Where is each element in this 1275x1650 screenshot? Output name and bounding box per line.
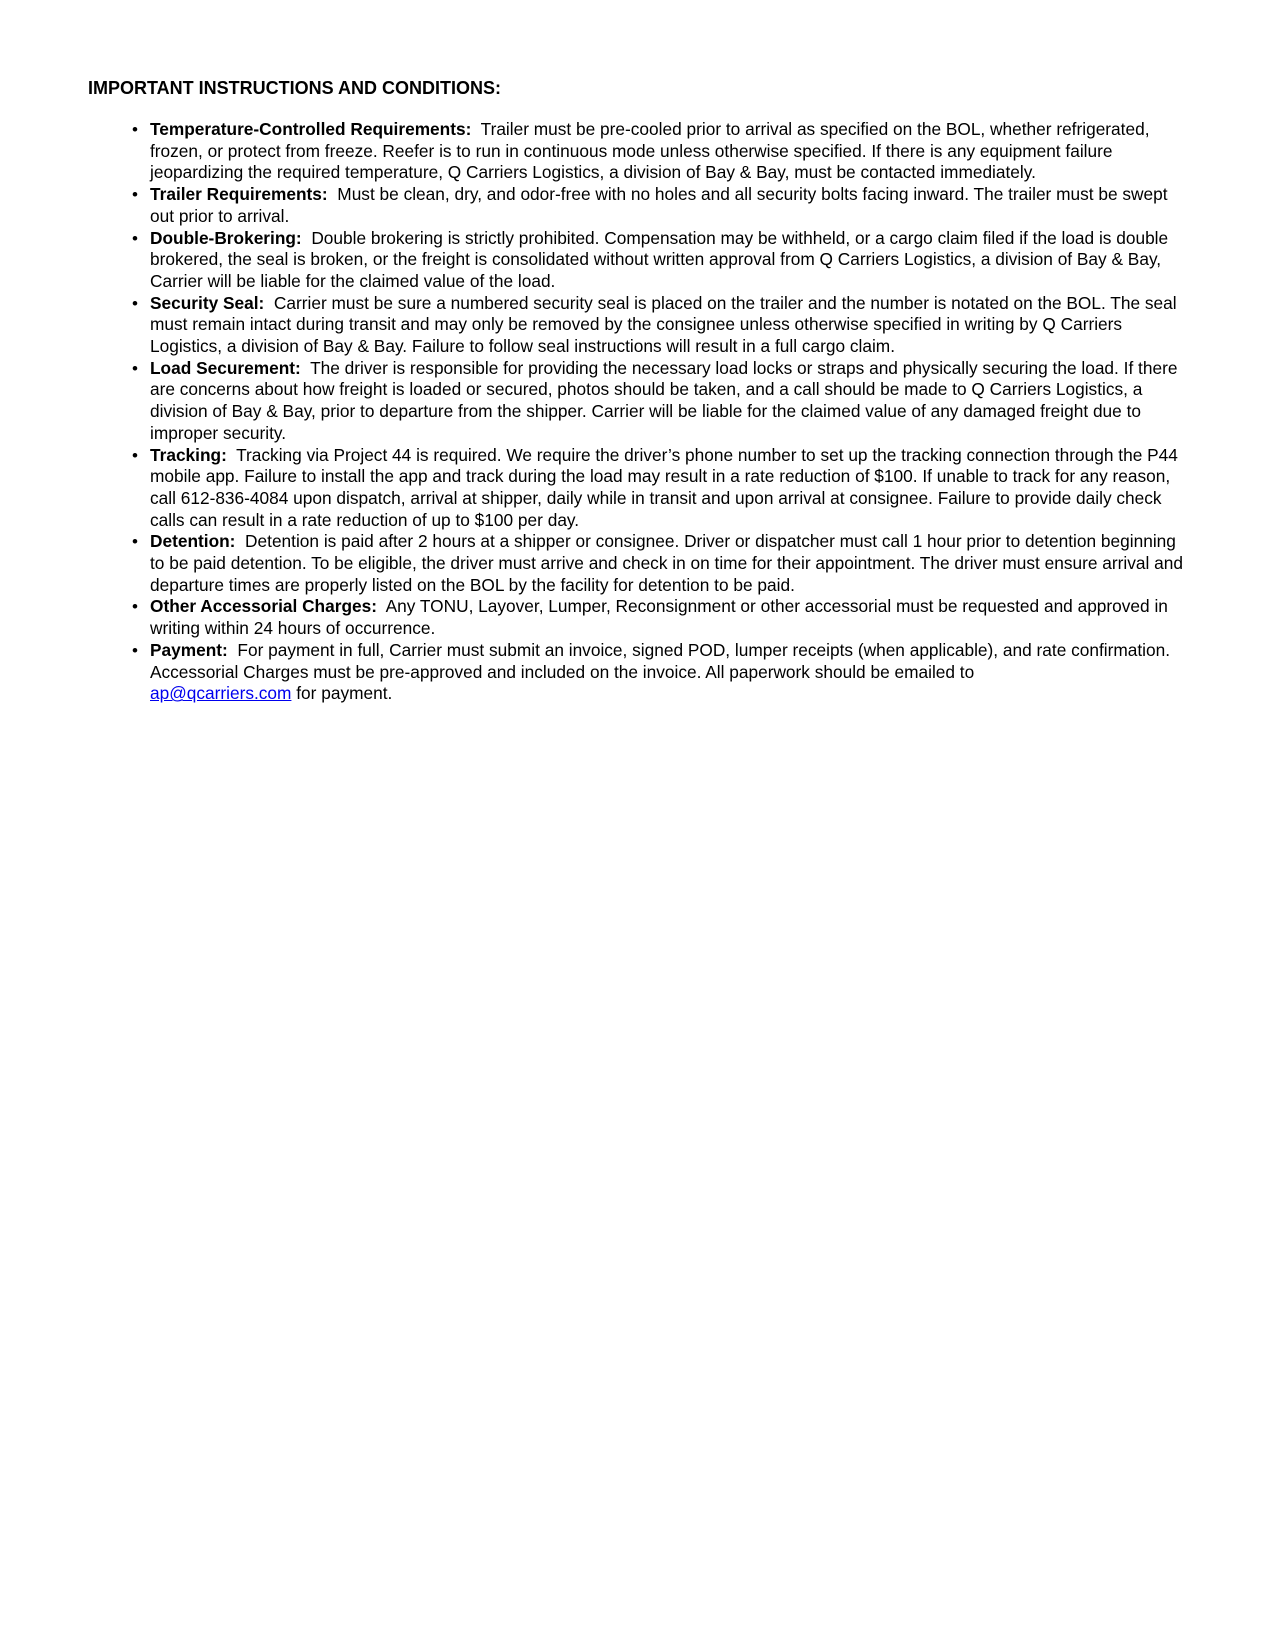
condition-item-detention <box>132 531 1184 596</box>
condition-text-after-link: for payment. <box>296 683 393 704</box>
bullet-icon: • <box>132 228 138 248</box>
condition-label: Security Seal: <box>150 292 265 313</box>
condition-label: Double-Brokering: <box>150 227 302 248</box>
condition-text: Trailer must be pre-cooled prior to arrival as specified on the BOL, whether refrigerated, frozen, or protect from freeze. Reefer is to run in continuous mode unless otherwise specified. If there is any equipment failure jeopardizing the required temperature, Q Carriers Logistics, a division of Bay & Bay, must be contacted immediately. <box>150 119 1150 183</box>
condition-text: Detention is paid after 2 hours at a shipper or consignee. Driver or dispatcher must call 1 hour prior to detention beginning to be paid detention. To be eligible, the driver must arrive and check in on time for their appointment. The driver must ensure arrival and departure times are properly listed on the BOL by the facility for detention to be paid. <box>150 531 1183 595</box>
bullet-icon: • <box>132 640 138 660</box>
bullet-icon: • <box>132 445 138 465</box>
bullet-icon: • <box>132 293 138 313</box>
condition-text: Carrier must be sure a numbered security seal is placed on the trailer and the number is notated on the BOL. The seal must remain intact during transit and may only be removed by the consignee unless otherwise specified in writing by Q Carriers Logistics, a division of Bay & Bay. Failure to follow seal instructions will result in a full cargo claim. <box>150 292 1177 357</box>
condition-label: Trailer Requirements: <box>150 184 328 205</box>
condition-item-tracking <box>132 444 1184 532</box>
condition-text: Any TONU, Layover, Lumper, Reconsignment or other accessorial must be requested and approved in writing within 24 hours of occurrence. <box>150 596 1168 639</box>
document-title: IMPORTANT INSTRUCTIONS AND CONDITIONS: <box>88 78 501 98</box>
payment-email-link[interactable]: ap@qcarriers.com <box>150 683 292 704</box>
bullet-icon: • <box>132 597 138 617</box>
condition-item-security-seal <box>132 292 1184 358</box>
conditions-list <box>132 119 1184 705</box>
condition-text: Double brokering is strictly prohibited. Compensation may be withheld, or a cargo claim filed if the load is double brokered, the seal is broken, or the freight is consolidated without written approval from Q Carriers Logistics, a division of Bay & Bay, Carrier will be liable for the claimed value of the load. <box>150 227 1169 291</box>
condition-text: For payment in full, Carrier must submit an invoice, signed POD, lumper receipts (when applicable), and rate confirmation. Accessorial Charges must be pre-approved and included on the invoice. All paperwork should be emailed to <box>150 639 1171 682</box>
condition-label: Tracking: <box>150 444 227 465</box>
condition-item-load-securement <box>132 357 1184 445</box>
condition-item-double-brokering <box>132 227 1184 293</box>
condition-text: Tracking via Project 44 is required. We require the driver’s phone number to set up the tracking connection through the P44 mobile app. Failure to install the app and track during the load may result in a rate reduction of $100. If unable to track for any reason, call 612-836-4084 upon dispatch, arrival at shipper, daily while in transit and upon arrival at consignee. Failure to provide daily check calls can result in a rate reduction of up to $100 per day. <box>150 444 1178 530</box>
condition-text: The driver is responsible for providing the necessary load locks or straps and physically securing the load. If there are concerns about how freight is loaded or secured, photos should be taken, and a call should be made to Q Carriers Logistics, a division of Bay & Bay, prior to departure from the shipper. Carrier will be liable for the claimed value of any damaged freight due to improper security. <box>150 357 1178 443</box>
bullet-icon: • <box>132 185 138 205</box>
condition-item-payment <box>132 639 1184 705</box>
condition-text: Must be clean, dry, and odor-free with no holes and all security bolts facing inward. The trailer must be swept out prior to arrival. <box>150 184 1168 226</box>
condition-label: Detention: <box>150 531 236 552</box>
bullet-icon: • <box>132 358 138 378</box>
condition-item-temperature-controlled <box>132 119 1184 184</box>
bullet-icon: • <box>132 120 138 139</box>
bullet-icon: • <box>132 532 138 552</box>
condition-label: Other Accessorial Charges: <box>150 596 377 617</box>
condition-item-trailer-requirements <box>132 184 1184 227</box>
condition-item-other-accessorial-charges <box>132 596 1184 639</box>
condition-label: Temperature-Controlled Requirements: <box>150 119 472 139</box>
condition-label: Load Securement: <box>150 357 301 378</box>
condition-label: Payment: <box>150 639 228 660</box>
